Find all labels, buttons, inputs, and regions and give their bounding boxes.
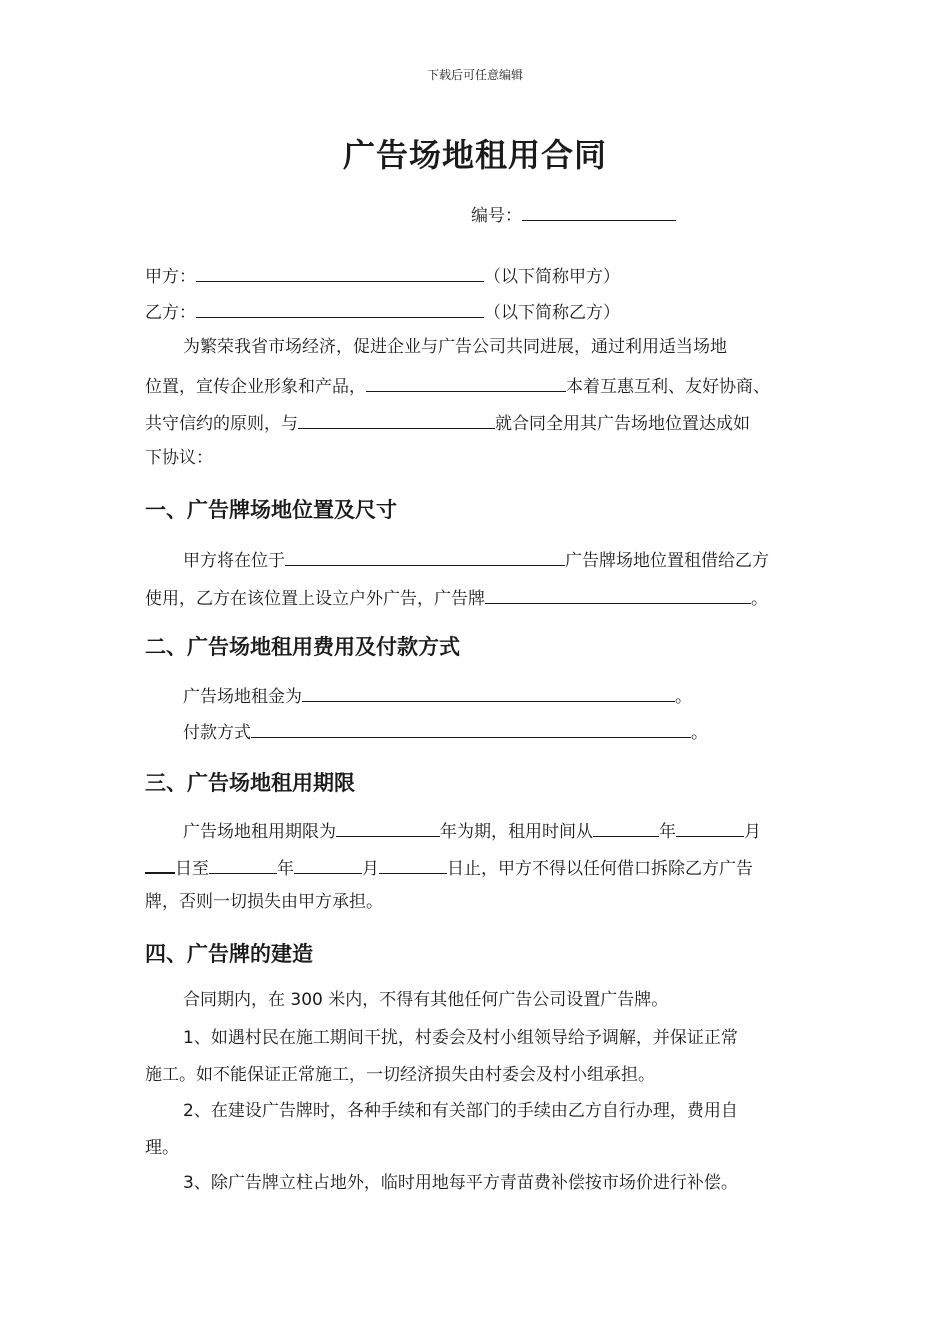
intro-text-3b: 就合同全用其广告场地位置达成如 [495, 414, 750, 434]
number-label: 编号： [471, 206, 522, 226]
intro-line-4: 下协议： [145, 448, 213, 468]
end-year-blank[interactable] [209, 856, 277, 874]
section-4-heading: 四、广告牌的建造 [145, 942, 313, 966]
page-header: 下载后可任意编辑 [426, 68, 523, 82]
section-3-line-2 [145, 855, 753, 879]
party-a-line [145, 264, 620, 287]
section-3-heading: 三、广告场地租用期限 [145, 771, 355, 795]
section-4-para-0: 合同期内，在 300 米内，不得有其他任何广告公司设置广告牌。 [183, 990, 669, 1010]
intro-line-2 [145, 374, 770, 397]
section-3-line-1 [183, 819, 761, 842]
rent-end: 。 [675, 687, 692, 707]
party-b-suffix: （以下简称乙方） [484, 303, 620, 323]
rent-line [183, 684, 692, 707]
s3-text-1d: 月 [744, 822, 761, 842]
intro-text-3a: 共守信约的原则，与 [145, 414, 298, 434]
s1-text-1b: 广告牌场地位置租借给乙方 [565, 551, 769, 571]
end-day-blank[interactable] [379, 856, 447, 874]
section-4-item-1-line-1: 1、如遇村民在施工期间干扰，村委会及村小组领导给予调解，并保证正常 [183, 1028, 738, 1048]
number-blank[interactable] [522, 203, 676, 221]
intro-blank-2[interactable] [298, 411, 495, 429]
s3-text-2b: 年 [277, 859, 294, 879]
party-b-line [145, 300, 620, 323]
intro-text-2b: 本着互惠互利、友好协商、 [566, 377, 770, 397]
section-4-item-1-line-2: 施工。如不能保证正常施工，一切经济损失由村委会及村小组承担。 [145, 1065, 655, 1085]
intro-blank-1[interactable] [366, 374, 566, 392]
contract-title: 广告场地租用合同 [342, 136, 607, 174]
section-4-item-2-line-1: 2、在建设广告牌时，各种手续和有关部门的手续由乙方自行办理，费用自 [183, 1101, 738, 1121]
payment-label: 付款方式 [183, 723, 251, 743]
start-year-blank[interactable] [593, 819, 659, 837]
intro-line-1: 为繁荣我省市场经济，促进企业与广告公司共同进展，通过利用适当场地 [183, 337, 727, 357]
section-1-heading: 一、广告牌场地位置及尺寸 [145, 498, 397, 522]
billboard-blank[interactable] [485, 586, 751, 604]
s3-text-1b: 年为期，租用时间从 [440, 822, 593, 842]
intro-text-2a: 位置，宣传企业形象和产品， [145, 377, 366, 397]
location-blank[interactable] [285, 548, 565, 566]
contract-number [471, 203, 676, 226]
s1-text-2a: 使用，乙方在该位置上设立户外广告，广告牌 [145, 589, 485, 609]
section-1-line-1 [183, 548, 769, 571]
payment-blank[interactable] [251, 720, 691, 738]
party-b-label: 乙方： [145, 303, 196, 323]
section-4-item-2-line-2: 理。 [145, 1138, 179, 1158]
start-month-blank[interactable] [676, 819, 744, 837]
party-a-suffix: （以下简称甲方） [484, 267, 620, 287]
end-month-blank[interactable] [294, 856, 362, 874]
section-1-line-2 [145, 586, 768, 609]
s1-text-2b: 。 [751, 589, 768, 609]
party-a-label: 甲方： [145, 267, 196, 287]
term-years-blank[interactable] [336, 819, 440, 837]
s3-text-2c: 月 [362, 859, 379, 879]
payment-end: 。 [691, 723, 708, 743]
party-a-blank[interactable] [196, 264, 484, 282]
s3-text-2a: 日至 [175, 859, 209, 879]
s3-text-1c: 年 [659, 822, 676, 842]
start-day-blank[interactable] [145, 855, 175, 874]
payment-line [183, 720, 708, 743]
party-b-blank[interactable] [196, 300, 484, 318]
s3-text-1a: 广告场地租用期限为 [183, 822, 336, 842]
rent-label: 广告场地租金为 [183, 687, 302, 707]
s3-text-2d: 日止，甲方不得以任何借口拆除乙方广告 [447, 859, 753, 879]
section-2-heading: 二、广告场地租用费用及付款方式 [145, 635, 460, 659]
rent-blank[interactable] [302, 684, 675, 702]
section-3-line-3: 牌，否则一切损失由甲方承担。 [145, 892, 383, 912]
intro-line-3 [145, 411, 750, 434]
section-4-item-3: 3、除广告牌立柱占地外，临时用地每平方青苗费补偿按市场价进行补偿。 [183, 1173, 738, 1193]
s1-text-1a: 甲方将在位于 [183, 551, 285, 571]
